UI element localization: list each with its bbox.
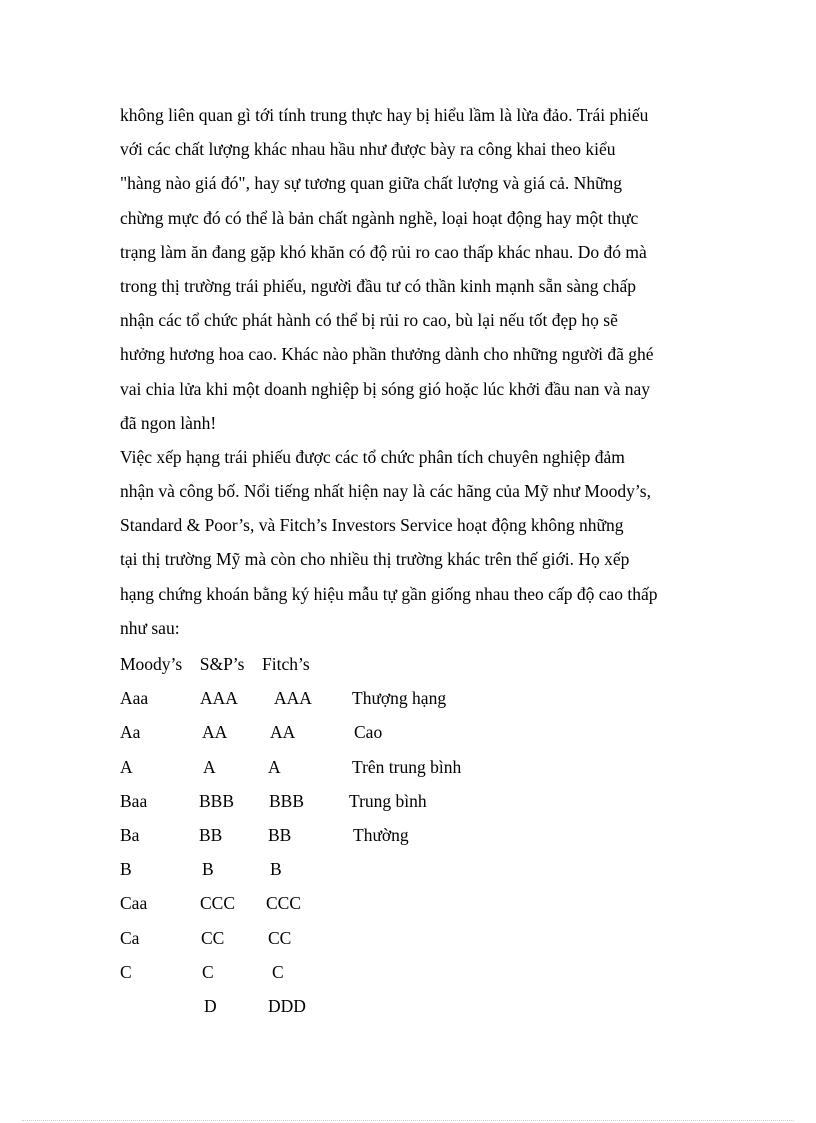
text-line: "hàng nào giá đó", hay sự tương quan giữa chất lượng và giá cả. Những [120,173,623,194]
text-line: không liên quan gì tới tính trung thực hay bị hiểu lầm là lừa đảo. Trái phiếu [120,105,649,125]
moodys-rating: Ca [120,927,140,948]
fitch-rating: C [272,961,284,982]
text-line: tại thị trường Mỹ mà còn cho nhiều thị trường khác trên thế giới. Họ xếp [120,549,630,570]
text-line: Standard & Poor’s, và Fitch’s Investors Service hoạt động không những [120,515,624,536]
moodys-rating: Aa [120,722,141,743]
text-line: nhận và công bố. Nổi tiếng nhất hiện nay là các hãng của Mỹ như Moody’s, [120,481,651,502]
moodys-rating: A [120,756,133,777]
grade-label: Trung bình [349,790,427,811]
text-line: vai chia lửa khi một doanh nghiệp bị sóng gió hoặc lúc khởi đầu nan và nay [120,378,651,399]
grade-label: Trên trung bình [352,756,462,777]
moodys-rating: Caa [120,893,148,914]
sp-rating: BB [199,824,223,845]
moodys-rating: Ba [120,824,140,845]
fitch-rating: CCC [266,893,302,914]
fitch-rating: AAA [274,688,312,709]
text-line: hạng chứng khoán bằng ký hiệu mẫu tự gần giống nhau theo cấp độ cao thấp [120,583,658,604]
text-line: chừng mực đó có thể là bản chất ngành nghề, loại hoạt động hay một thực [120,207,639,228]
text-line: nhận các tổ chức phát hành có thể bị rủi ro cao, bù lại nếu tốt đẹp họ sẽ [120,310,618,331]
fitch-rating: B [270,859,282,880]
text-line: trong thị trường trái phiếu, người đầu tư có thần kinh mạnh sẵn sàng chấp [120,275,636,296]
paragraph-risk [120,98,710,440]
text-line: với các chất lượng khác nhau hầu như được bày ra công khai theo kiểu [120,139,616,160]
paragraph-rating-agencies [120,440,710,645]
text-line: như sau: [120,617,180,638]
fitch-rating: DDD [268,995,306,1016]
fitch-rating: BBB [269,790,305,811]
fitch-rating: A [268,756,281,777]
fitch-rating: CC [268,927,292,948]
sp-rating: AAA [200,688,238,709]
moodys-rating: B [120,859,132,880]
grade-label: Thượng hạng [352,688,447,709]
sp-rating: CCC [200,893,236,914]
fitch-rating: BB [268,824,292,845]
text-line: hưởng hương hoa cao. Khác nào phần thưởng dành cho những người đã ghé [120,344,654,365]
grade-label: Cao [354,722,383,743]
text-line: Việc xếp hạng trái phiếu được các tổ chức phân tích chuyên nghiệp đảm [120,446,625,467]
moodys-rating: Baa [120,790,148,811]
moodys-rating: C [120,961,132,982]
fitch-rating: AA [270,722,296,743]
moodys-rating: Aaa [120,688,149,709]
sp-rating: CC [201,927,225,948]
text-line: trạng làm ăn đang gặp khó khăn có độ rủi ro cao thấp khác nhau. Do đó mà [120,241,647,262]
sp-rating: D [204,995,217,1016]
sp-rating: C [202,961,214,982]
sp-rating: AA [202,722,228,743]
grade-label: Thường [353,824,409,845]
page-bottom-divider [22,1120,794,1121]
ratings-header-text: Moody’s S&P’s Fitch’s [120,654,310,674]
sp-rating: A [203,756,216,777]
sp-rating: B [202,859,214,880]
body-text [120,98,710,645]
text-line: đã ngon lành! [120,412,217,433]
sp-rating: BBB [199,790,235,811]
